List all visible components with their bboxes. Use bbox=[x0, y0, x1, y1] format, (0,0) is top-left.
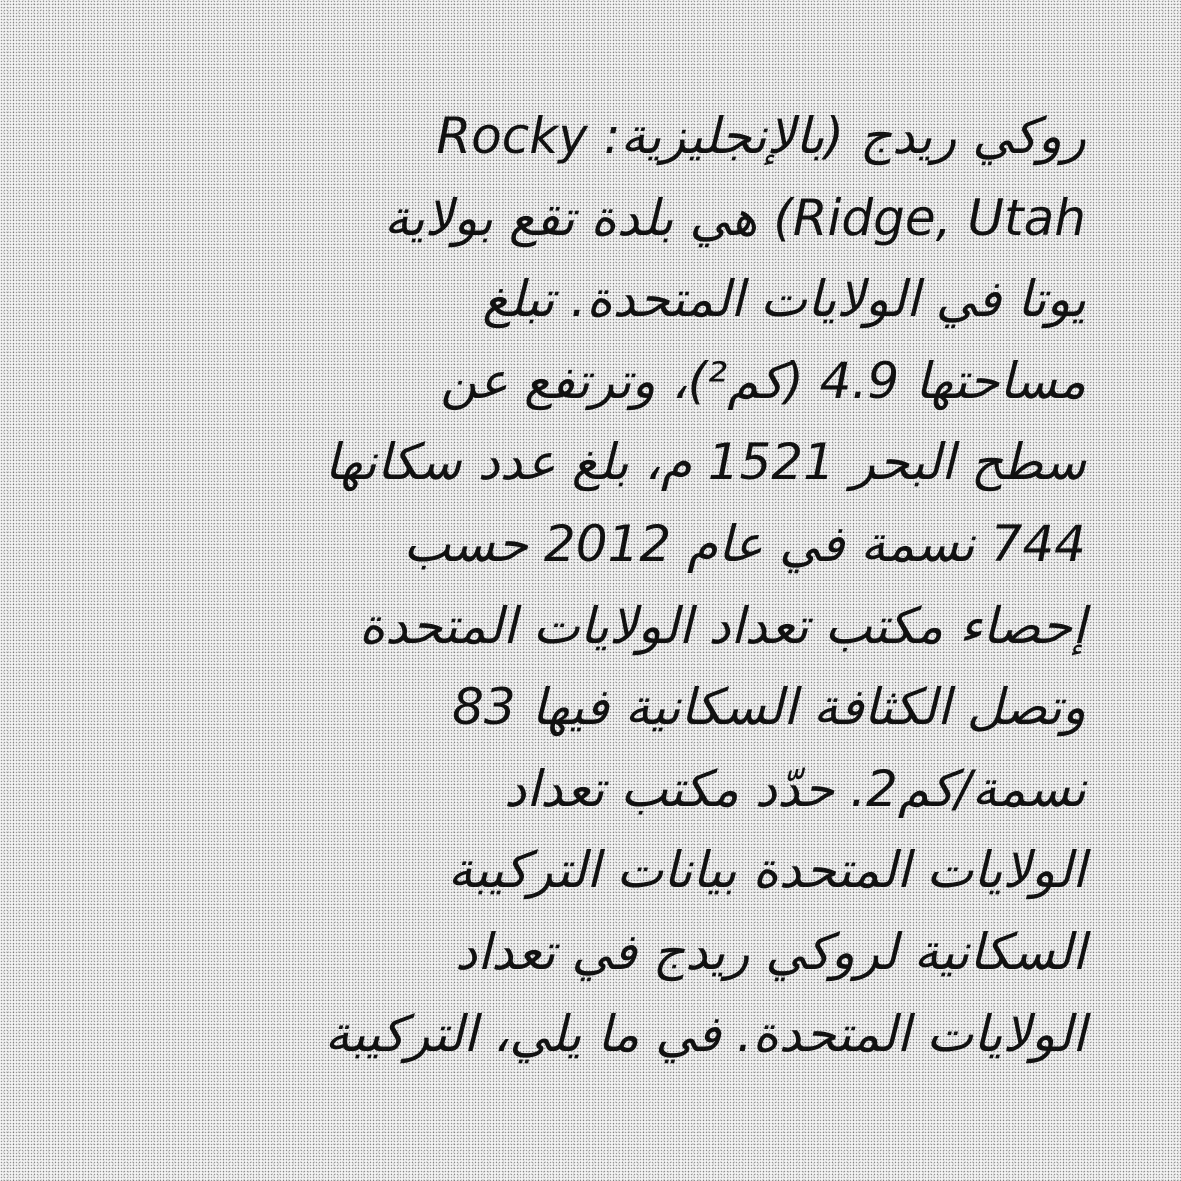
text-line: الولايات المتحدة بيانات التركيبة bbox=[447, 841, 1086, 900]
text-line: يوتا في الولايات المتحدة. تبلغ bbox=[482, 270, 1086, 329]
text-line: إحصاء مكتب تعداد الولايات المتحدة bbox=[358, 596, 1086, 655]
text-line: روكي ريدج (بالإنجليزية: Rocky bbox=[436, 107, 1086, 165]
text-line: سطح البحر 1521 م، بلغ عدد سكانها bbox=[324, 433, 1086, 492]
text-line: السكانية لروكي ريدج في تعداد bbox=[454, 922, 1086, 981]
text-line: مساحتها 4.9 (كم²)، وترتفع عن bbox=[440, 351, 1086, 410]
text-line: نسمة/كم2. حدّد مكتب تعداد bbox=[504, 759, 1086, 818]
text-line: الولايات المتحدة. في ما يلي، التركيبة bbox=[324, 1004, 1086, 1063]
text-line: Ridge, Utah) هي بلدة تقع بولاية bbox=[383, 188, 1086, 247]
text-line: وتصل الكثافة السكانية فيها 83 bbox=[452, 678, 1086, 737]
article-paragraph bbox=[96, 96, 1086, 1075]
text-line: 744 نسمة في عام 2012 حسب bbox=[403, 514, 1086, 573]
